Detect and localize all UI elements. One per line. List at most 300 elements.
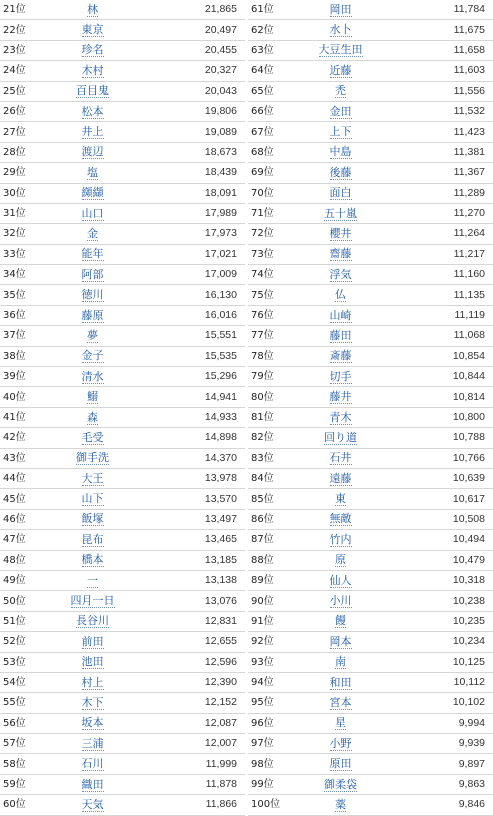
count-cell: 9,846 [388,795,493,815]
table-row [248,611,493,631]
ranking-table-left [0,0,245,816]
name-cell [293,672,388,692]
surname-link[interactable]: 原田 [329,757,352,771]
count-cell: 12,087 [140,713,245,733]
surname-link[interactable]: 鰯 [87,390,98,404]
table-row [0,570,245,590]
surname-link[interactable]: 林 [87,2,98,16]
rank-cell: 69位 [248,163,293,183]
name-cell [45,387,140,407]
name-cell [293,101,388,121]
surname-link[interactable]: 原 [335,553,346,567]
surname-link[interactable]: 仏 [335,288,346,302]
name-cell [45,265,140,285]
name-cell [45,489,140,509]
table-row [248,509,493,529]
rank-cell: 73位 [248,244,293,264]
name-cell [45,570,140,590]
table-row [248,101,493,121]
surname-link[interactable]: 南 [335,655,346,669]
count-cell: 11,068 [388,326,493,346]
name-cell [45,183,140,203]
surname-link[interactable]: 木下 [81,695,104,709]
surname-link[interactable]: 御柔袋 [324,777,357,791]
table-row [0,326,245,346]
table-row [0,795,245,815]
surname-link[interactable]: 渡辺 [81,145,104,159]
name-cell [293,632,388,652]
table-row [0,244,245,264]
count-cell: 11,603 [388,61,493,81]
table-row [248,693,493,713]
count-cell: 17,973 [140,224,245,244]
surname-link[interactable]: 面白 [329,186,352,200]
rank-cell: 28位 [0,142,45,162]
rank-cell: 60位 [0,795,45,815]
count-cell: 19,806 [140,101,245,121]
surname-link[interactable]: 和田 [329,675,352,689]
rank-cell: 80位 [248,387,293,407]
count-cell: 19,089 [140,122,245,142]
surname-link[interactable]: 櫻井 [329,226,352,240]
table-row [0,387,245,407]
surname-link[interactable]: 浮気 [329,267,352,281]
rank-cell: 99位 [248,774,293,794]
rank-cell: 44位 [0,468,45,488]
count-cell: 13,497 [140,509,245,529]
rank-cell: 84位 [248,468,293,488]
surname-link[interactable]: 中島 [329,145,352,159]
table-row [248,224,493,244]
surname-link[interactable]: 東京 [81,23,104,37]
name-cell [293,652,388,672]
name-cell [45,795,140,815]
table-row [0,346,245,366]
rank-cell: 68位 [248,142,293,162]
name-cell [293,20,388,40]
name-cell [293,509,388,529]
surname-link[interactable]: 一 [87,573,98,587]
count-cell: 13,465 [140,530,245,550]
table-row [248,163,493,183]
name-cell [45,774,140,794]
rank-cell: 85位 [248,489,293,509]
name-cell [293,774,388,794]
table-row [0,203,245,223]
surname-link[interactable]: 森 [87,410,98,424]
name-cell [293,611,388,631]
surname-link[interactable]: 塩 [87,165,98,179]
table-row [248,0,493,20]
table-row [248,265,493,285]
surname-link[interactable]: 藤井 [329,390,352,404]
rank-cell: 83位 [248,448,293,468]
name-cell [45,285,140,305]
surname-link[interactable]: 御手洗 [76,451,109,465]
name-cell [45,509,140,529]
table-row [248,407,493,427]
rank-cell: 94位 [248,672,293,692]
count-cell: 12,831 [140,611,245,631]
count-cell: 14,370 [140,448,245,468]
name-cell [45,754,140,774]
name-cell [293,468,388,488]
surname-link[interactable]: 金 [87,226,98,240]
surname-link[interactable]: 松本 [81,104,104,118]
rank-cell: 34位 [0,265,45,285]
surname-link[interactable]: 薬 [335,797,346,811]
name-cell [45,530,140,550]
surname-link[interactable]: 橋本 [81,553,104,567]
surname-link[interactable]: 岡本 [329,634,352,648]
count-cell: 11,160 [388,265,493,285]
table-row [0,285,245,305]
table-row [0,611,245,631]
surname-link[interactable]: 齋藤 [329,247,352,261]
table-row [0,468,245,488]
surname-link[interactable]: 徳川 [81,288,104,302]
rank-cell: 23位 [0,40,45,60]
surname-link[interactable]: 能年 [81,247,104,261]
table-row [248,632,493,652]
table-row [248,20,493,40]
count-cell: 10,318 [388,570,493,590]
rank-cell: 42位 [0,428,45,448]
surname-link[interactable]: 饅 [335,614,346,628]
count-cell: 10,854 [388,346,493,366]
count-cell: 18,439 [140,163,245,183]
rank-cell: 27位 [0,122,45,142]
table-row [0,142,245,162]
table-row [0,224,245,244]
rank-cell: 95位 [248,693,293,713]
rank-cell: 43位 [0,448,45,468]
rank-cell: 57位 [0,734,45,754]
name-cell [293,81,388,101]
surname-link[interactable]: 五十嵐 [324,206,357,220]
name-cell [293,122,388,142]
count-cell: 13,570 [140,489,245,509]
rank-cell: 67位 [248,122,293,142]
table-row [248,550,493,570]
count-cell: 10,112 [388,672,493,692]
count-cell: 17,021 [140,244,245,264]
name-cell [293,713,388,733]
name-cell [293,265,388,285]
count-cell: 11,289 [388,183,493,203]
surname-link[interactable]: 斎藤 [329,349,352,363]
table-row [0,591,245,611]
table-row [0,448,245,468]
table-row [0,693,245,713]
name-cell [293,489,388,509]
table-row [0,632,245,652]
surname-link[interactable]: 三浦 [81,736,104,750]
surname-link[interactable]: 小川 [329,594,352,608]
table-row [0,61,245,81]
table-row [0,530,245,550]
surname-link[interactable]: 小野 [329,736,352,750]
name-cell [293,387,388,407]
count-cell: 10,494 [388,530,493,550]
rank-cell: 26位 [0,101,45,121]
surname-link[interactable]: 竹内 [329,532,352,546]
rank-cell: 93位 [248,652,293,672]
surname-link[interactable]: 後藤 [329,165,352,179]
surname-link[interactable]: 東 [335,492,346,506]
surname-link[interactable]: 上下 [329,125,352,139]
count-cell: 10,639 [388,468,493,488]
surname-link[interactable]: 山崎 [329,308,352,322]
count-cell: 10,125 [388,652,493,672]
table-row [0,672,245,692]
table-row [248,122,493,142]
ranking-table-left-body [0,0,245,815]
surname-link[interactable]: 珍名 [81,43,104,57]
name-cell [45,652,140,672]
count-cell: 10,234 [388,632,493,652]
rank-cell: 29位 [0,163,45,183]
surname-link[interactable]: 藤田 [329,328,352,342]
count-cell: 13,076 [140,591,245,611]
rank-cell: 87位 [248,530,293,550]
rank-cell: 50位 [0,591,45,611]
rank-cell: 31位 [0,203,45,223]
rank-cell: 98位 [248,754,293,774]
surname-link[interactable]: 井上 [81,125,104,139]
surname-link[interactable]: 織田 [81,777,104,791]
name-cell [293,285,388,305]
count-cell: 10,617 [388,489,493,509]
rank-cell: 59位 [0,774,45,794]
name-cell [293,795,388,815]
rank-cell: 21位 [0,0,45,20]
count-cell: 11,135 [388,285,493,305]
table-row [0,101,245,121]
table-row [248,530,493,550]
surname-link[interactable]: 清水 [81,369,104,383]
surname-link[interactable]: 村上 [81,675,104,689]
table-row [248,367,493,387]
count-cell: 14,898 [140,428,245,448]
table-row [0,122,245,142]
surname-link[interactable]: 金子 [81,349,104,363]
surname-link[interactable]: 山口 [81,206,104,220]
surname-link[interactable]: 岡田 [329,2,352,16]
count-cell: 11,878 [140,774,245,794]
table-row [248,203,493,223]
name-cell [45,448,140,468]
count-cell: 15,551 [140,326,245,346]
rank-cell: 97位 [248,734,293,754]
surname-link[interactable]: 石井 [329,451,352,465]
rank-cell: 74位 [248,265,293,285]
table-row [248,570,493,590]
count-cell: 10,814 [388,387,493,407]
surname-link[interactable]: 仙人 [329,573,352,587]
table-row [248,183,493,203]
count-cell: 17,989 [140,203,245,223]
surname-link[interactable]: 石川 [81,757,104,771]
name-cell [293,40,388,60]
surname-link[interactable]: 纐纈 [81,186,104,200]
surname-link[interactable]: 金田 [329,104,352,118]
name-cell [45,61,140,81]
name-cell [45,591,140,611]
name-cell [45,632,140,652]
name-cell [45,611,140,631]
table-row [0,183,245,203]
rank-cell: 63位 [248,40,293,60]
table-row [248,305,493,325]
surname-link[interactable]: 大豆生田 [318,43,363,57]
table-row [248,387,493,407]
surname-link[interactable]: 夢 [87,328,98,342]
table-row [0,367,245,387]
rank-cell: 47位 [0,530,45,550]
name-cell [293,754,388,774]
surname-link[interactable]: 飯塚 [81,512,104,526]
name-cell [293,367,388,387]
count-cell: 10,508 [388,509,493,529]
count-cell: 9,863 [388,774,493,794]
rank-cell: 75位 [248,285,293,305]
count-cell: 14,941 [140,387,245,407]
table-row [248,734,493,754]
name-cell [293,407,388,427]
surname-link[interactable]: 宮本 [329,695,352,709]
table-row [248,468,493,488]
count-cell: 9,994 [388,713,493,733]
rank-cell: 40位 [0,387,45,407]
table-row [0,40,245,60]
surname-link[interactable]: 遠藤 [329,471,352,485]
surname-link[interactable]: 藤原 [81,308,104,322]
rank-cell: 82位 [248,428,293,448]
count-cell: 11,532 [388,101,493,121]
rank-cell: 24位 [0,61,45,81]
name-cell [293,428,388,448]
count-cell: 16,130 [140,285,245,305]
name-cell [45,122,140,142]
count-cell: 10,235 [388,611,493,631]
surname-link[interactable]: 星 [335,716,346,730]
surname-link[interactable]: 四月一日 [70,594,115,608]
name-cell [45,734,140,754]
rank-cell: 88位 [248,550,293,570]
table-row [0,0,245,20]
surname-link[interactable]: 大王 [81,471,104,485]
name-cell [293,550,388,570]
name-cell [45,713,140,733]
table-row [248,591,493,611]
surname-link[interactable]: 近藤 [329,63,352,77]
rank-cell: 78位 [248,346,293,366]
surname-link[interactable]: 無敵 [329,512,352,526]
surname-link[interactable]: 青木 [329,410,352,424]
count-cell: 11,264 [388,224,493,244]
count-cell: 13,138 [140,570,245,590]
surname-link[interactable]: 池田 [81,655,104,669]
surname-link[interactable]: 切手 [329,369,352,383]
name-cell [293,224,388,244]
rank-cell: 36位 [0,305,45,325]
name-cell [45,20,140,40]
name-cell [293,448,388,468]
rank-cell: 70位 [248,183,293,203]
count-cell: 20,327 [140,61,245,81]
table-row [248,285,493,305]
name-cell [293,326,388,346]
table-row [248,346,493,366]
surname-link[interactable]: 山下 [81,492,104,506]
name-cell [293,346,388,366]
table-row [0,713,245,733]
count-cell: 13,978 [140,468,245,488]
table-row [248,244,493,264]
count-cell: 11,367 [388,163,493,183]
name-cell [293,244,388,264]
count-cell: 21,865 [140,0,245,20]
rank-cell: 76位 [248,305,293,325]
table-row [248,61,493,81]
surname-link[interactable]: 長谷川 [76,614,109,628]
surname-link[interactable]: 阿部 [81,267,104,281]
surname-link[interactable]: 坂本 [81,716,104,730]
table-row [0,428,245,448]
count-cell: 10,479 [388,550,493,570]
name-cell [45,224,140,244]
count-cell: 10,238 [388,591,493,611]
count-cell: 12,596 [140,652,245,672]
rank-cell: 33位 [0,244,45,264]
surname-link[interactable]: 毛受 [81,430,104,444]
surname-link[interactable]: 回り道 [324,430,357,444]
rank-cell: 39位 [0,367,45,387]
table-row [0,550,245,570]
surname-link[interactable]: 百目鬼 [76,84,109,98]
table-row [0,509,245,529]
rank-cell: 35位 [0,285,45,305]
count-cell: 11,217 [388,244,493,264]
rank-cell: 81位 [248,407,293,427]
table-row [248,795,493,815]
table-row [0,20,245,40]
count-cell: 10,766 [388,448,493,468]
name-cell [293,734,388,754]
surname-link[interactable]: 昆布 [81,532,104,546]
surname-link[interactable]: 木村 [81,63,104,77]
rank-cell: 38位 [0,346,45,366]
surname-link[interactable]: 前田 [81,634,104,648]
rank-cell: 37位 [0,326,45,346]
table-row [248,672,493,692]
count-cell: 12,007 [140,734,245,754]
name-cell [45,428,140,448]
rank-cell: 61位 [248,0,293,20]
surname-link[interactable]: 禿 [335,84,346,98]
table-row [248,40,493,60]
rank-cell: 49位 [0,570,45,590]
name-cell [45,693,140,713]
name-cell [45,305,140,325]
surname-link[interactable]: 水卜 [329,23,352,37]
surname-link[interactable]: 天気 [81,797,104,811]
count-cell: 11,999 [140,754,245,774]
rank-cell: 32位 [0,224,45,244]
ranking-table-right [248,0,493,816]
name-cell [293,530,388,550]
